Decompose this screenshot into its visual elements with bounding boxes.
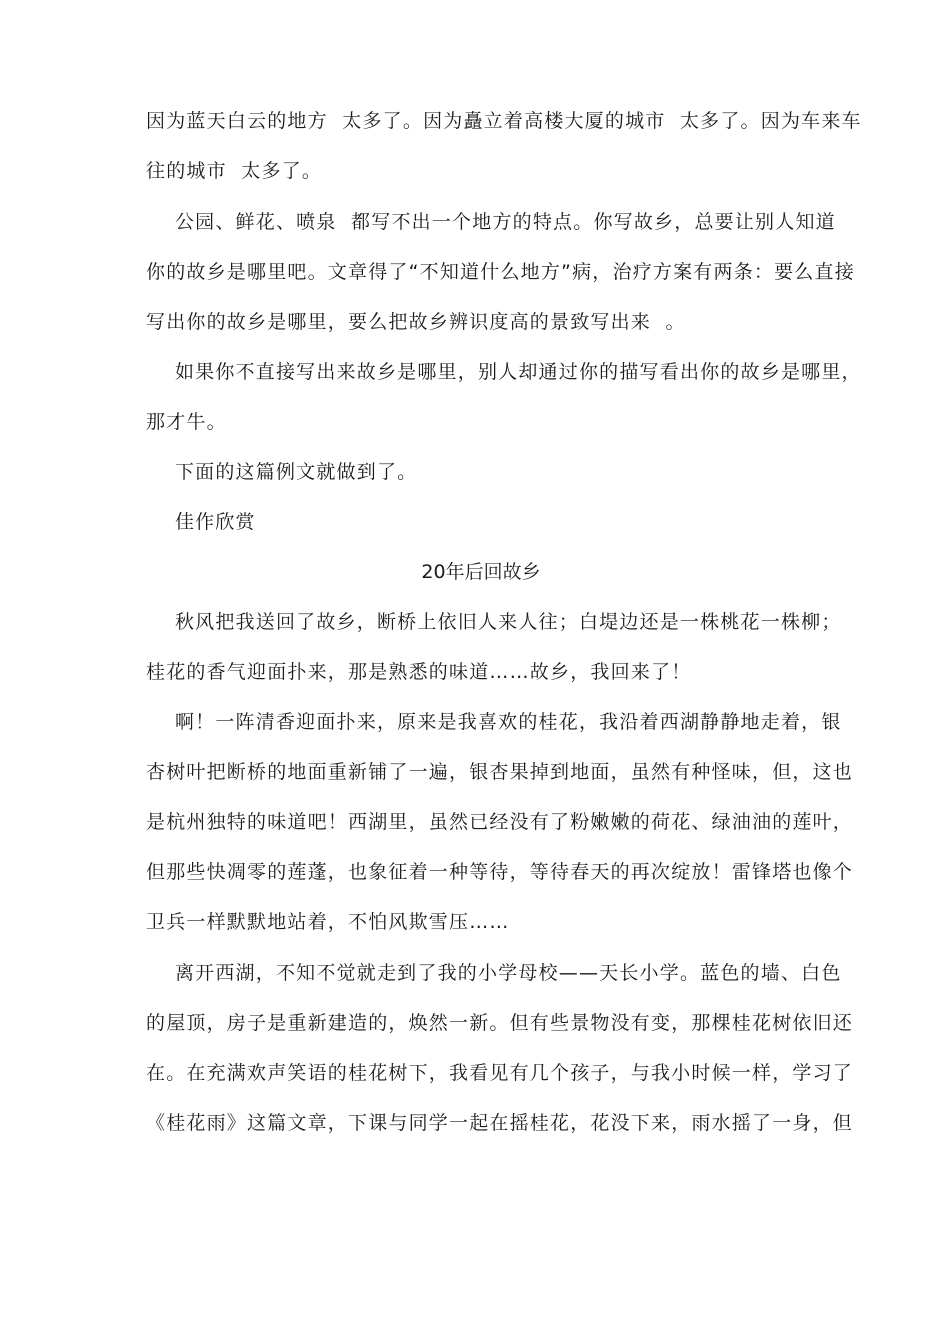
essay-title: 20年后回故乡 [421, 561, 541, 583]
text-line: 是杭州独特的味道吧！西湖里，虽然已经没有了粉嫩嫩的荷花、绿油油的莲叶， [146, 811, 854, 833]
text-line: 秋风把我送回了故乡，断桥上依旧人来人往；白堤边还是一株桃花一株柳； [146, 611, 842, 633]
text-line: 离开西湖，不知不觉就走到了我的小学母校——天长小学。蓝色的墙、白色 [146, 962, 842, 984]
text-line: 卫兵一样默默地站着，不怕风欺雪压…… [146, 911, 510, 933]
text-line: 往的城市 太多了。 [146, 160, 323, 182]
text-line: 因为蓝天白云的地方 太多了。因为矗立着高楼大厦的城市 太多了。因为车来车 [146, 110, 862, 132]
text-line: 但那些快凋零的莲蓬，也象征着一种等待，等待春天的再次绽放！雷锋塔也像个 [146, 861, 854, 883]
text-line: 啊！一阵清香迎面扑来，原来是我喜欢的桂花，我沿着西湖静静地走着，银 [146, 711, 842, 733]
text-line: 佳作欣赏 [146, 511, 256, 533]
text-line: 那才牛。 [146, 411, 227, 433]
text-line: 公园、鲜花、喷泉 都写不出一个地方的特点。你写故乡，总要让别人知道 [146, 211, 836, 233]
text-line: 下面的这篇例文就做到了。 [146, 461, 418, 483]
text-line: 如果你不直接写出来故乡是哪里，别人却通过你的描写看出你的故乡是哪里， [146, 361, 862, 383]
text-line: 你的故乡是哪里吧。文章得了“不知道什么地方”病，治疗方案有两条：要么直接 [146, 261, 855, 283]
text-line: 在。在充满欢声笑语的桂花树下，我看见有几个孩子，与我小时候一样，学习了 [146, 1062, 854, 1084]
text-line: 桂花的香气迎面扑来，那是熟悉的味道……故乡，我回来了！ [146, 661, 692, 683]
text-line: 《桂花雨》这篇文章，下课与同学一起在摇桂花，花没下来，雨水摇了一身，但 [146, 1112, 854, 1134]
text-line: 杏树叶把断桥的地面重新铺了一遍，银杏果掉到地面，虽然有种怪味，但，这也 [146, 761, 854, 783]
text-line: 的屋顶，房子是重新建造的，焕然一新。但有些景物没有变，那棵桂花树依旧还 [146, 1012, 854, 1034]
text-line: 写出你的故乡是哪里，要么把故乡辨识度高的景致写出来 。 [146, 311, 686, 333]
